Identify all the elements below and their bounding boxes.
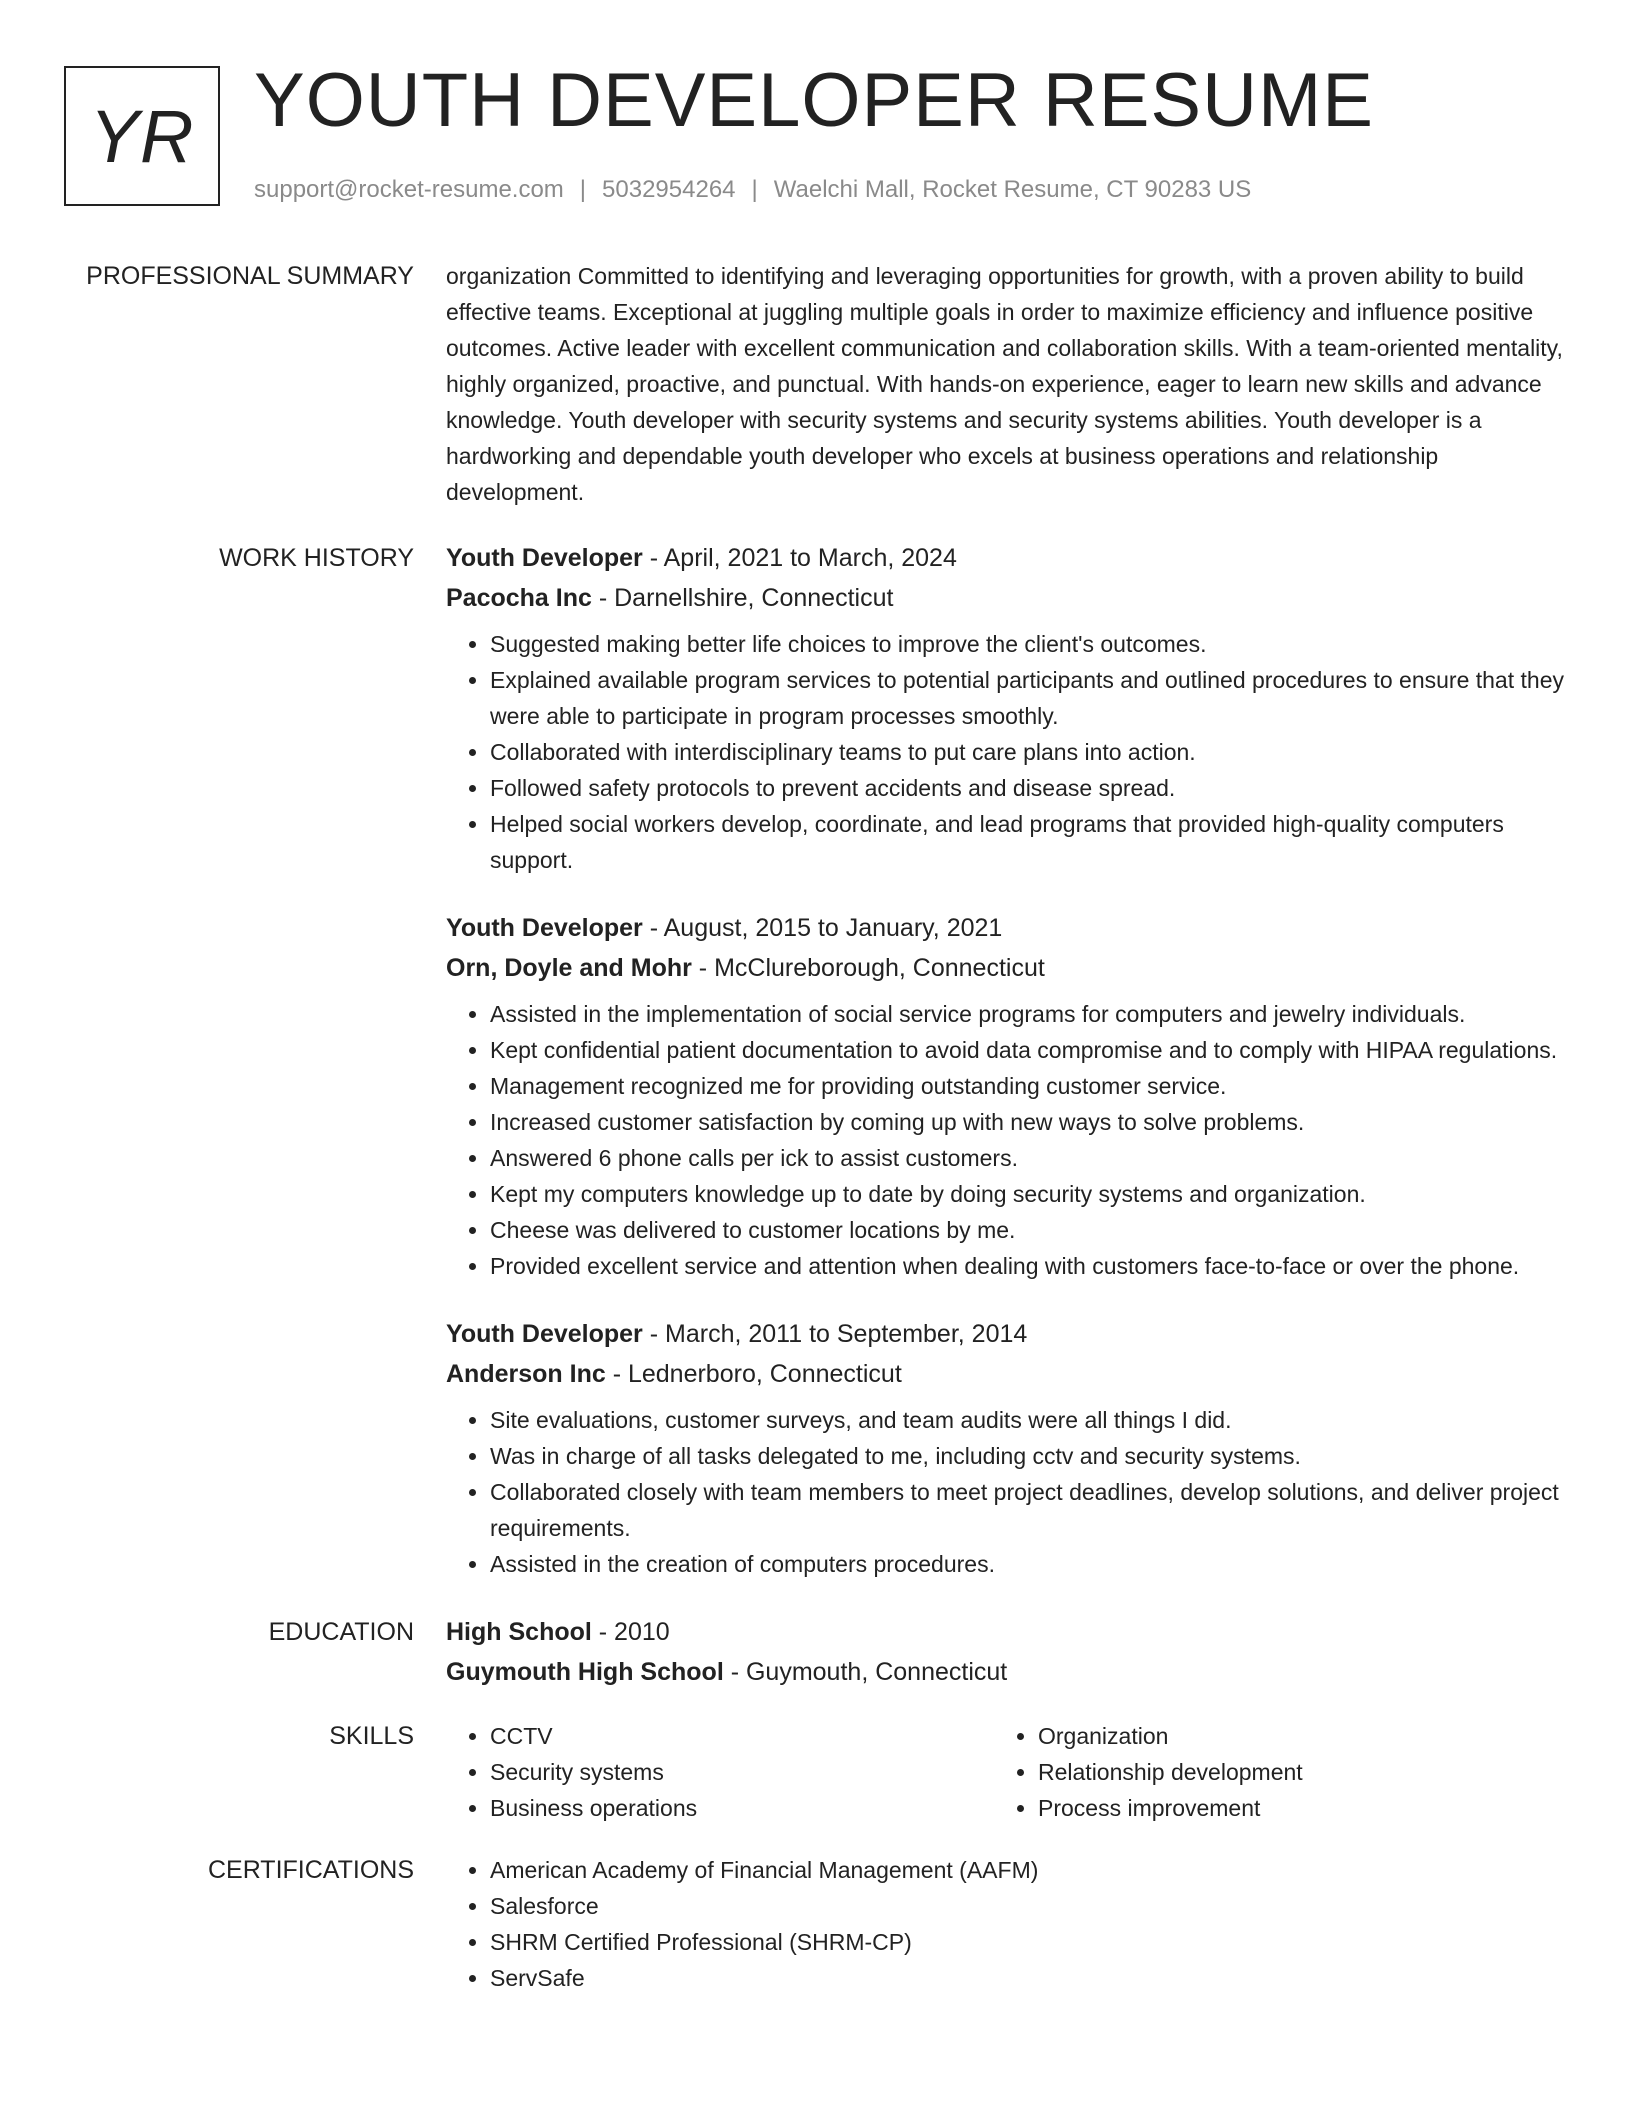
education-degree: High School: [446, 1618, 592, 1646]
job-entry: [446, 1314, 1566, 1582]
list-item: • Salesforce: [490, 1888, 1566, 1924]
section-label-certifications: CERTIFICATIONS: [207, 1856, 414, 1884]
education-school: Guymouth High School: [446, 1658, 724, 1686]
list-item: • Assisted in the creation of computers procedures.: [490, 1546, 1566, 1582]
section-label-skills: SKILLS: [329, 1722, 414, 1750]
list-item: • Cheese was delivered to customer locations by me.: [490, 1212, 1566, 1248]
list-item: • Business operations: [490, 1790, 994, 1826]
skills-column-2: [994, 1718, 1542, 1826]
job-bullets: [446, 1402, 1566, 1582]
list-item: • Provided excellent service and attention when dealing with customers face-to-face or over the phone.: [490, 1248, 1566, 1284]
list-item: • Followed safety protocols to prevent accidents and disease spread.: [490, 770, 1566, 806]
job-entry: [446, 908, 1566, 1284]
list-item: • American Academy of Financial Management (AAFM): [490, 1852, 1566, 1888]
contact-line: [254, 174, 1251, 206]
list-item: • Explained available program services to potential participants and outlined procedures to ensure that they were able to participate in program processes smoothly.: [490, 662, 1566, 734]
job-company-line: [446, 578, 1566, 618]
job-company-line: [446, 1354, 1566, 1394]
certifications-body: [446, 1852, 1566, 1996]
list-item: • Increased customer satisfaction by coming up with new ways to solve problems.: [490, 1104, 1566, 1140]
job-location: - Lednerboro, Connecticut: [605, 1360, 902, 1388]
section-label-education: EDUCATION: [268, 1618, 414, 1646]
contact-phone: 5032954264: [602, 176, 736, 203]
work-history-section: [0, 538, 1632, 1612]
list-item: • Collaborated with interdisciplinary teams to put care plans into action.: [490, 734, 1566, 770]
work-history-body: [446, 538, 1566, 1612]
list-item: • Security systems: [490, 1754, 994, 1790]
list-item: • Kept confidential patient documentation to avoid data compromise and to comply with HIPAA regulations.: [490, 1032, 1566, 1068]
education-degree-line: [446, 1612, 1566, 1652]
education-school-line: [446, 1652, 1566, 1692]
job-bullets: [446, 996, 1566, 1284]
list-item: • Helped social workers develop, coordinate, and lead programs that provided high-quality computers support.: [490, 806, 1566, 878]
job-title: Youth Developer: [446, 544, 643, 572]
job-bullets: [446, 626, 1566, 878]
skills-grid: [446, 1718, 1566, 1826]
list-item: • Kept my computers knowledge up to date by doing security systems and organization.: [490, 1176, 1566, 1212]
list-item: • Assisted in the implementation of social service programs for computers and jewelry individuals.: [490, 996, 1566, 1032]
job-company: Orn, Doyle and Mohr: [446, 954, 692, 982]
job-title-line: [446, 1314, 1566, 1354]
list-item: • Site evaluations, customer surveys, and team audits were all things I did.: [490, 1402, 1566, 1438]
contact-separator: |: [579, 176, 587, 203]
list-item: • Management recognized me for providing outstanding customer service.: [490, 1068, 1566, 1104]
job-company: Anderson Inc: [446, 1360, 606, 1388]
education-section: [0, 1612, 1632, 1692]
job-entry: [446, 538, 1566, 878]
job-location: - Darnellshire, Connecticut: [591, 584, 894, 612]
job-title-line: [446, 908, 1566, 948]
education-body: [446, 1612, 1566, 1692]
section-label-work: WORK HISTORY: [219, 544, 414, 572]
resume-content: [0, 258, 1632, 1996]
list-item: • Organization: [1038, 1718, 1542, 1754]
list-item: • Suggested making better life choices to improve the client's outcomes.: [490, 626, 1566, 662]
job-location: - McClureborough, Connecticut: [691, 954, 1045, 982]
job-dates: - April, 2021 to March, 2024: [642, 544, 957, 572]
skills-body: [446, 1718, 1566, 1826]
summary-body: [446, 258, 1566, 510]
contact-address: Waelchi Mall, Rocket Resume, CT 90283 US: [773, 176, 1252, 203]
skills-section: [0, 1718, 1632, 1826]
contact-separator: |: [751, 176, 758, 203]
list-item: • Relationship development: [1038, 1754, 1542, 1790]
contact-email: support@rocket-resume.com: [254, 176, 564, 203]
education-location: - Guymouth, Connecticut: [723, 1658, 1008, 1686]
skills-column-1: [446, 1718, 994, 1826]
monogram-logo: YR: [64, 66, 220, 206]
list-item: • Collaborated closely with team members to meet project deadlines, develop solutions, and deliver project requirements.: [490, 1474, 1566, 1546]
certifications-section: [0, 1852, 1632, 1996]
certifications-list: [446, 1852, 1566, 1996]
section-label-summary: PROFESSIONAL SUMMARY: [86, 262, 414, 290]
resume-title: YOUTH DEVELOPER RESUME: [254, 58, 1374, 143]
job-company: Pacocha Inc: [446, 584, 592, 612]
list-item: • Answered 6 phone calls per ick to assist customers.: [490, 1140, 1566, 1176]
summary-section: [0, 258, 1632, 510]
list-item: • Process improvement: [1038, 1790, 1542, 1826]
list-item: • SHRM Certified Professional (SHRM-CP): [490, 1924, 1566, 1960]
list-item: • ServSafe: [490, 1960, 1566, 1996]
job-title: Youth Developer: [446, 1320, 643, 1348]
job-dates: - March, 2011 to September, 2014: [642, 1320, 1028, 1348]
job-dates: - August, 2015 to January, 2021: [642, 914, 1003, 942]
list-item: • Was in charge of all tasks delegated to me, including cctv and security systems.: [490, 1438, 1566, 1474]
job-company-line: [446, 948, 1566, 988]
job-title: Youth Developer: [446, 914, 643, 942]
education-year: - 2010: [591, 1618, 670, 1646]
job-title-line: [446, 538, 1566, 578]
summary-text: organization Committed to identifying and leveraging opportunities for growth, with a proven ability to build effective teams. Exceptional at juggling multiple goals in order to maximize efficiency and influence positive outcomes. Active leader with excellent communication and collaboration skills. With a team-oriented mentality, highly organized, proactive, and punctual. With hands-on experience, eager to learn new skills and advance knowledge. Youth developer with security systems and security systems abilities. Youth developer is a hardworking and dependable youth developer who excels at business operations and relationship development.: [446, 263, 1563, 505]
list-item: • CCTV: [490, 1718, 994, 1754]
